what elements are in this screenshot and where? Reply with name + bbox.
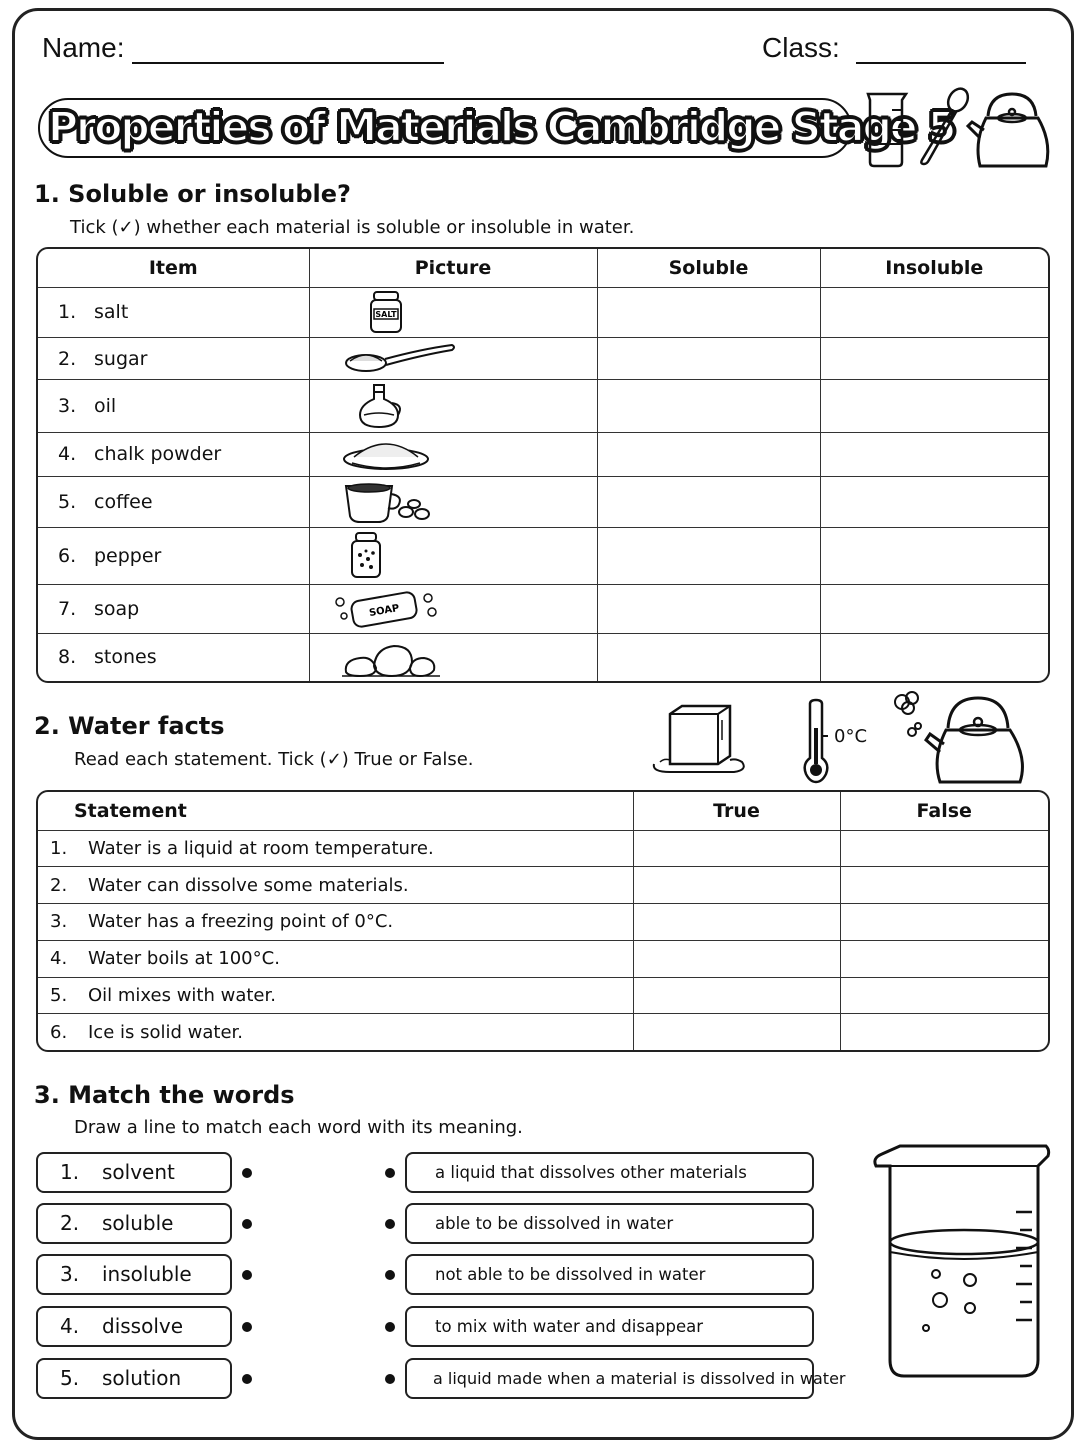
word-number: 2. xyxy=(60,1211,80,1235)
false-tick-cell[interactable] xyxy=(840,904,1048,941)
soap-bar-icon xyxy=(332,588,442,630)
table-row xyxy=(38,432,1048,476)
match-word-box[interactable] xyxy=(36,1203,232,1244)
col-header-picture: Picture xyxy=(309,249,597,287)
insoluble-tick-cell[interactable] xyxy=(820,633,1048,681)
row-number: 4. xyxy=(58,443,77,466)
meaning-match-dot[interactable] xyxy=(385,1168,395,1178)
table-row xyxy=(38,476,1048,527)
insoluble-tick-cell[interactable] xyxy=(820,432,1048,476)
table-row xyxy=(38,1014,1048,1050)
word-number: 3. xyxy=(60,1262,80,1286)
false-tick-cell[interactable] xyxy=(840,940,1048,977)
row-number: 8. xyxy=(58,646,77,669)
table-row xyxy=(38,867,1048,904)
match-word: soluble xyxy=(102,1211,174,1235)
row-number: 5. xyxy=(58,490,77,513)
salt-label-text: SALT xyxy=(374,310,397,320)
match-word-box[interactable] xyxy=(36,1152,232,1193)
match-word-box[interactable] xyxy=(36,1358,232,1399)
false-tick-cell[interactable] xyxy=(840,977,1048,1014)
row-number: 6. xyxy=(50,1021,68,1043)
statement-text: Water can dissolve some materials. xyxy=(88,874,409,896)
thermometer-icon xyxy=(796,698,836,784)
insoluble-tick-cell[interactable] xyxy=(820,338,1048,380)
match-word-box[interactable] xyxy=(36,1306,232,1347)
insoluble-tick-cell[interactable] xyxy=(820,585,1048,633)
match-meaning-box[interactable]: able to be dissolved in water xyxy=(405,1203,814,1244)
statement-text: Water has a freezing point of 0°C. xyxy=(88,911,394,933)
section2-instruction: Read each statement. Tick (✓) True or False. xyxy=(74,749,474,770)
item-name: chalk powder xyxy=(94,443,222,466)
statement-text: Oil mixes with water. xyxy=(88,985,276,1007)
word-match-dot[interactable] xyxy=(242,1270,252,1280)
table-row xyxy=(38,287,1048,338)
coffee-cup-icon xyxy=(342,480,434,524)
meaning-match-dot[interactable] xyxy=(385,1219,395,1229)
true-tick-cell[interactable] xyxy=(633,830,840,867)
row-number: 6. xyxy=(58,544,77,567)
meaning-match-dot[interactable] xyxy=(385,1270,395,1280)
row-number: 3. xyxy=(50,911,68,933)
match-meaning-box[interactable]: to mix with water and disappear xyxy=(405,1306,814,1347)
measuring-beaker-icon xyxy=(862,88,912,168)
insoluble-tick-cell[interactable] xyxy=(820,287,1048,338)
word-number: 1. xyxy=(60,1160,80,1184)
statement-text: Water is a liquid at room temperature. xyxy=(88,837,434,859)
match-word: solvent xyxy=(102,1160,175,1184)
match-word: solution xyxy=(102,1366,182,1390)
boiling-kettle-icon xyxy=(886,688,1028,786)
true-tick-cell[interactable] xyxy=(633,867,840,904)
word-match-dot[interactable] xyxy=(242,1219,252,1229)
soluble-tick-cell[interactable] xyxy=(597,432,820,476)
soap-label-text: SOAP xyxy=(367,602,400,619)
statement-text: Water boils at 100°C. xyxy=(88,948,280,970)
soluble-tick-cell[interactable] xyxy=(597,527,820,584)
row-number: 1. xyxy=(50,837,68,859)
spoon-icon xyxy=(914,86,970,166)
soluble-tick-cell[interactable] xyxy=(597,338,820,380)
item-name: soap xyxy=(94,597,140,620)
statement-text: Ice is solid water. xyxy=(88,1021,243,1043)
true-tick-cell[interactable] xyxy=(633,904,840,941)
thermometer-label: 0°C xyxy=(834,726,868,747)
col-header-item: Item xyxy=(38,249,309,287)
match-word-box[interactable] xyxy=(36,1254,232,1295)
soluble-tick-cell[interactable] xyxy=(597,287,820,338)
false-tick-cell[interactable] xyxy=(840,830,1048,867)
sugar-spoon-icon xyxy=(342,341,462,377)
false-tick-cell[interactable] xyxy=(840,1014,1048,1050)
table-row xyxy=(38,904,1048,941)
table-row xyxy=(38,585,1048,633)
true-tick-cell[interactable] xyxy=(633,977,840,1014)
row-number: 4. xyxy=(50,948,68,970)
class-field[interactable] xyxy=(856,62,1026,64)
false-tick-cell[interactable] xyxy=(840,867,1048,904)
word-match-dot[interactable] xyxy=(242,1168,252,1178)
row-number: 7. xyxy=(58,597,77,620)
table-row xyxy=(38,527,1048,584)
col-header-insoluble: Insoluble xyxy=(820,249,1048,287)
match-meaning-box[interactable]: not able to be dissolved in water xyxy=(405,1254,814,1295)
row-number: 5. xyxy=(50,985,68,1007)
meaning-match-dot[interactable] xyxy=(385,1374,395,1384)
row-number: 2. xyxy=(50,874,68,896)
word-number: 5. xyxy=(60,1366,80,1390)
insoluble-tick-cell[interactable] xyxy=(820,527,1048,584)
word-match-dot[interactable] xyxy=(242,1374,252,1384)
class-label: Class: xyxy=(762,32,840,63)
row-number: 3. xyxy=(58,394,77,417)
chalk-powder-dish-icon xyxy=(340,435,432,473)
table-row xyxy=(38,830,1048,867)
stones-icon xyxy=(340,636,444,678)
item-name: salt xyxy=(94,301,129,324)
oil-bottle-icon xyxy=(352,383,412,429)
col-header-true: True xyxy=(633,792,840,830)
table-row xyxy=(38,338,1048,380)
row-number: 2. xyxy=(58,347,77,370)
match-word: insoluble xyxy=(102,1262,192,1286)
section3-instruction: Draw a line to match each word with its meaning. xyxy=(74,1117,523,1138)
section3-heading: 3. Match the words xyxy=(34,1081,295,1109)
meaning-match-dot[interactable] xyxy=(385,1322,395,1332)
item-name: pepper xyxy=(94,544,162,567)
match-word: dissolve xyxy=(102,1314,184,1338)
section1-instruction: Tick (✓) whether each material is soluble or insoluble in water. xyxy=(70,217,635,238)
melting-ice-cube-icon xyxy=(650,700,750,776)
beaker-with-water-icon xyxy=(870,1140,1058,1380)
soluble-tick-cell[interactable] xyxy=(597,585,820,633)
soluble-tick-cell[interactable] xyxy=(597,633,820,681)
pepper-shaker-icon xyxy=(346,531,386,581)
page-title: Properties of Materials Cambridge Stage 5 xyxy=(48,103,955,151)
insoluble-tick-cell[interactable] xyxy=(820,379,1048,432)
col-header-soluble: Soluble xyxy=(597,249,820,287)
word-number: 4. xyxy=(60,1314,80,1338)
table-row xyxy=(38,977,1048,1014)
true-tick-cell[interactable] xyxy=(633,1014,840,1050)
salt-shaker-icon xyxy=(354,290,414,334)
section2-heading: 2. Water facts xyxy=(34,712,225,740)
table-row xyxy=(38,379,1048,432)
section1-heading: 1. Soluble or insoluble? xyxy=(34,180,351,208)
item-name: oil xyxy=(94,394,117,417)
item-name: stones xyxy=(94,646,157,669)
word-match-dot[interactable] xyxy=(242,1322,252,1332)
true-tick-cell[interactable] xyxy=(633,940,840,977)
water-facts-table xyxy=(36,790,1050,1052)
name-label: Name: xyxy=(42,32,125,63)
table-row xyxy=(38,940,1048,977)
match-meaning-box[interactable]: a liquid made when a material is dissolved in water xyxy=(405,1358,814,1399)
table-row xyxy=(38,633,1048,681)
item-name: coffee xyxy=(94,490,153,513)
soluble-table xyxy=(36,247,1050,683)
col-header-statement: Statement xyxy=(38,792,633,830)
item-name: sugar xyxy=(94,347,148,370)
soluble-tick-cell[interactable] xyxy=(597,379,820,432)
kettle-icon xyxy=(966,82,1058,170)
row-number: 1. xyxy=(58,301,77,324)
col-header-false: False xyxy=(840,792,1048,830)
match-meaning-box[interactable]: a liquid that dissolves other materials xyxy=(405,1152,814,1193)
soluble-tick-cell[interactable] xyxy=(597,476,820,527)
name-field[interactable] xyxy=(132,62,444,64)
insoluble-tick-cell[interactable] xyxy=(820,476,1048,527)
